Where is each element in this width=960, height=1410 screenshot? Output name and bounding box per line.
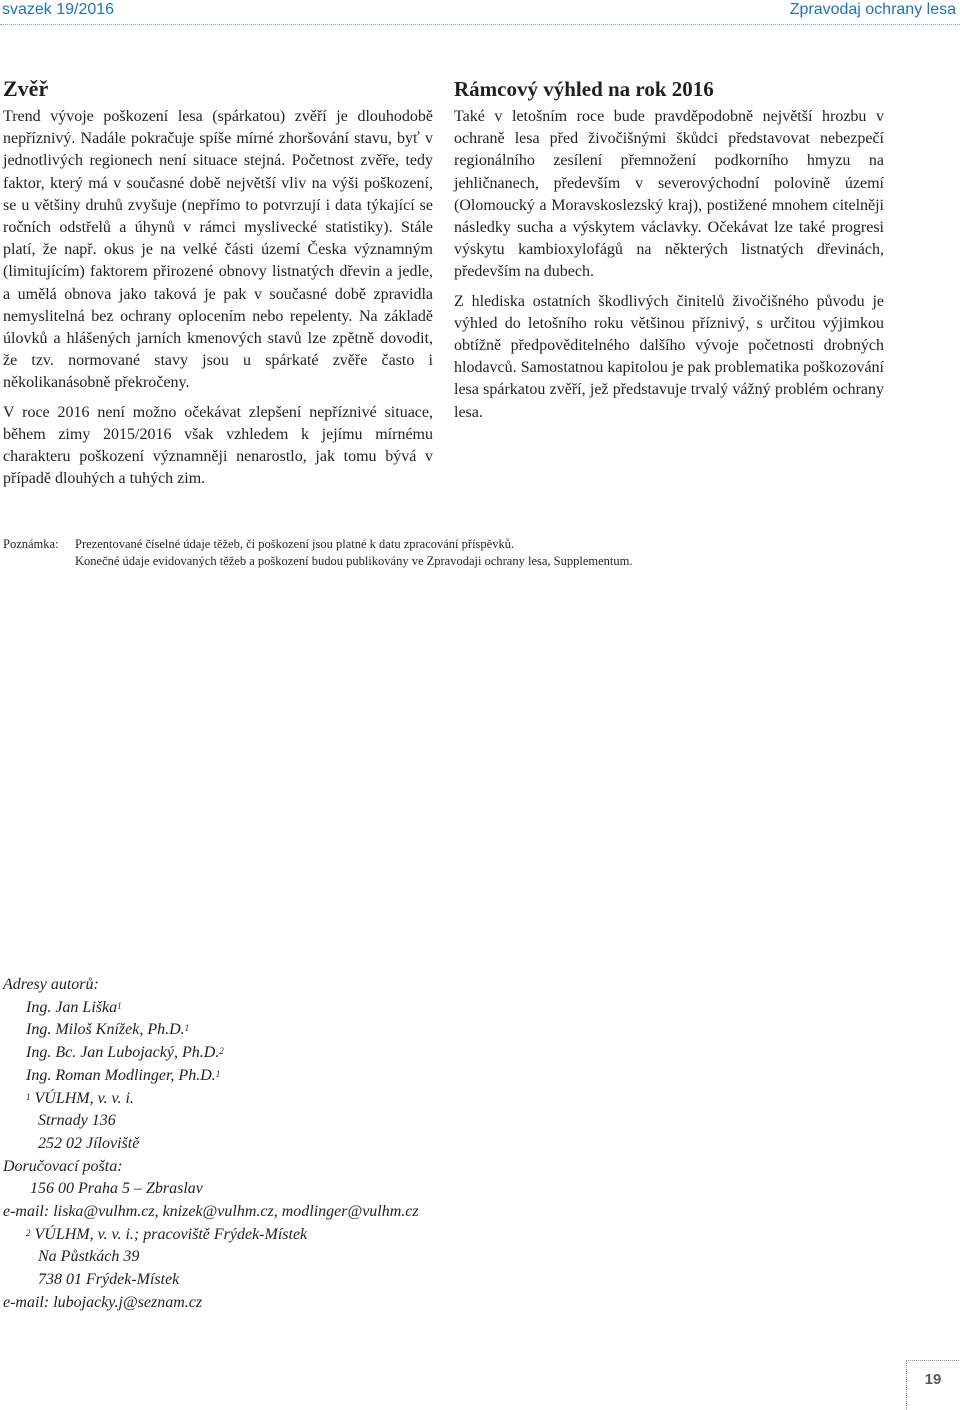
author-addresses (3, 974, 523, 1315)
section-heading-outlook: Rámcový výhled na rok 2016 (454, 77, 714, 101)
paragraph: Z hlediska ostatních škodlivých činitelů živočišného původu je výhled do letošního roku většinou příznivý, s určitou výjimkou obtížně předpověditelného dalšího vývoje početnosti drobných hlodavců. Samostatnou kapitolou je pak problematika poškozování lesa spárkatou zvěří, jež představuje trvalý vážný problém ochrany lesa. (454, 292, 884, 421)
paragraph: Také v letošním roce bude pravděpodobně největší hrozbu v ochraně lesa před živočišnými škůdci představovat nebezpečí regionálního zesílení přemnožení podkorního hmyzu na jehličnanech, především v severovýchodní polovině území (Olomoucký a Moravskoslezský kraj), postižené mnohem citelněji následky sucha a výskytem václavky. Očekávat lze také progresi výskytu kambioxylofágů na některých listnatých dřevinách, především na dubech. (454, 108, 884, 281)
note-line: Konečné údaje evidovaných těžeb a poškození budou publikovány ve Zpravodaji ochrany lesa, Supplementum. (75, 554, 633, 568)
header-divider (0, 24, 960, 25)
author-name: Ing. Roman Modlinger, Ph.D.$^1$ (26, 1066, 221, 1084)
mail-label: Doručovací pošta: (3, 1157, 123, 1175)
left-column (3, 76, 433, 497)
email-line: e-mail: lubojacky.j@seznam.cz (3, 1293, 203, 1311)
note-line: Prezentované číselné údaje těžeb, či poškození jsou platné k datu zpracování příspěvků. (75, 537, 515, 551)
footnote (3, 536, 903, 570)
institution-city: 738 01 Frýdek-Místek (38, 1271, 180, 1289)
section-heading-zver: Zvěř (3, 76, 49, 101)
author-name: Ing. Miloš Knížek, Ph.D.$^1$ (26, 1021, 190, 1039)
journal-volume: svazek 19/2016 (2, 1, 115, 18)
institution-street: Strnady 136 (38, 1112, 116, 1130)
mail-address: 156 00 Praha 5 – Zbraslav (30, 1180, 203, 1198)
paragraph: Trend vývoje poškození lesa (spárkatou) zvěří je dlouhodobě nepříznivý. Nadále pokračuje spíše mírné zhoršování stavu, byť v jednotlivých regionech není situace stejná. Početnost zvěře, tedy faktor, který má v současné době největší vliv na výši poškození, se u většiny druhů zvyšuje (nepřímo to potvrzují i data týkající se ročních odstřelů a úhynů v rámci myslivecké statistiky). Stále platí, že např. okus je na velké části území Česka významným (limitujícím) faktorem přirozené obnovy listnatých dřevin a jedle, a umělá obnova jako taková je pak v současné době zpravidla nemyslitelná bez ochrany oplocením nebo repelenty. Na základě úlovků a hlášených jarních kmenových stavů lze zpětně dovodit, že tzv. normované stavy jsou u spárkaté zvěře často i několikanásobně překročeny. (3, 108, 433, 392)
note-label: Poznámka: (3, 537, 59, 551)
institution-name: $^2$ VÚLHM, v. v. i.; pracoviště Frýdek-Místek (26, 1225, 308, 1243)
page-number: 19 (924, 1371, 942, 1388)
institution-name: $^1$ VÚLHM, v. v. i. (26, 1089, 134, 1107)
paragraph: V roce 2016 není možno očekávat zlepšení nepříznivé situace, během zimy 2015/2016 však vzhledem k jejímu mírnému charakteru poškození významněji nenarostlo, jak tomu bývá v případě dlouhých a tuhých zim. (3, 403, 433, 488)
institution-street: Na Půstkách 39 (38, 1248, 140, 1266)
email-line: e-mail: liska@vulhm.cz, knizek@vulhm.cz, modlinger@vulhm.cz (3, 1203, 419, 1221)
right-column (454, 76, 884, 431)
journal-title: Zpravodaj ochrany lesa (789, 1, 956, 18)
author-name: Ing. Jan Liška$^1$ (26, 998, 122, 1016)
institution-city: 252 02 Jíloviště (38, 1134, 140, 1152)
authors-title: Adresy autorů: (3, 976, 99, 993)
author-name: Ing. Bc. Jan Lubojacký, Ph.D.$^2$ (26, 1044, 224, 1062)
